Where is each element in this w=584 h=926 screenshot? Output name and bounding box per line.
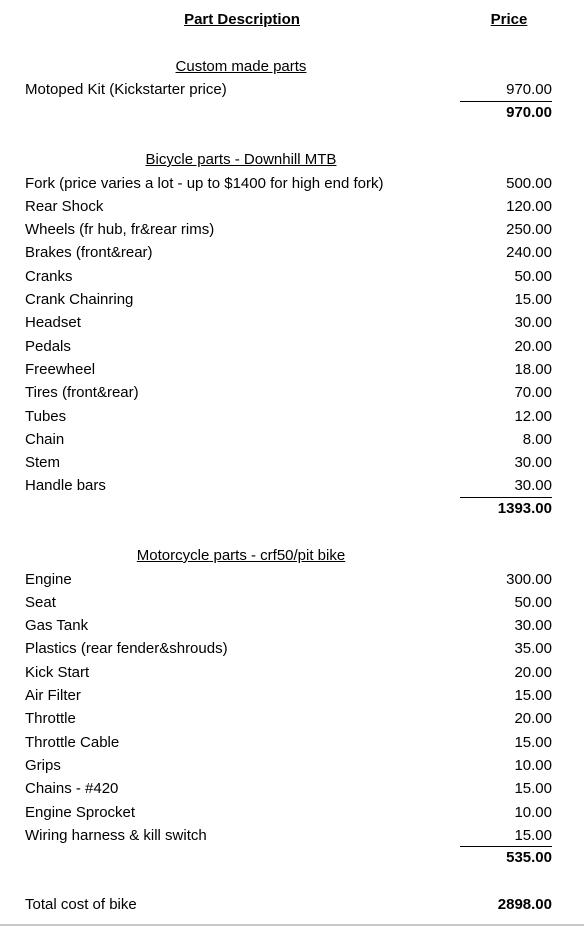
subtotal-rule [460,497,552,498]
subtotal-motorcycle: 535.00 [506,849,552,866]
part-name: Rear Shock [25,197,104,215]
total-label: Total cost of bike [25,896,137,913]
table-row [0,708,584,731]
table-row [0,732,584,755]
part-name: Grips [25,756,61,774]
table-row [0,452,584,475]
part-name: Tires (front&rear) [25,384,139,402]
part-name: Chain [25,430,65,448]
part-price: 50.00 [514,593,552,611]
part-price: 20.00 [514,337,552,355]
part-price: 15.00 [514,780,552,798]
part-price: 50.00 [514,267,552,285]
part-price: 18.00 [514,360,552,378]
part-name: Throttle [25,710,76,728]
part-name: Engine Sprocket [25,803,136,821]
table-row [0,429,584,452]
part-name: Cranks [25,267,73,285]
part-name: Wheels (fr hub, fr&rear rims) [25,221,215,239]
part-price: 250.00 [506,221,552,239]
part-price: 15.00 [514,291,552,308]
part-description-header: Part Description [184,11,300,28]
part-name: Pedals [25,337,71,355]
table-row [0,569,584,592]
table-row [0,173,584,196]
part-price: 12.00 [514,407,552,425]
table-row [0,615,584,638]
part-name: Tubes [25,407,67,425]
table-row [0,778,584,801]
part-name: Throttle Cable [25,733,120,751]
table-row [0,359,584,382]
part-price: 20.00 [514,663,552,681]
part-price: 30.00 [514,314,552,332]
table-row [0,662,584,685]
part-name: Headset [25,314,81,332]
part-name: Stem [25,454,61,472]
subtotal-rule [460,101,552,102]
table-row [0,475,584,498]
part-price: 500.00 [506,174,552,192]
part-price: 70.00 [514,384,552,402]
table-row [0,266,584,289]
table-row [0,825,584,848]
part-price: 15.00 [514,687,552,704]
table-row [0,802,584,825]
table-row [0,685,584,708]
part-price: 10.00 [514,756,552,774]
part-price: 15.00 [514,826,552,844]
part-name: Plastics (rear fender&shrouds) [25,640,228,658]
table-row [0,592,584,615]
part-name: Kick Start [25,663,90,681]
total-value: 2898.00 [497,896,552,913]
subtotal-rule [460,846,552,847]
table-row [0,382,584,405]
part-price: 15.00 [514,733,552,751]
part-name: Chains - #420 [25,780,119,798]
part-price: 10.00 [514,803,552,821]
part-name: Seat [25,593,56,611]
part-name: Crank Chainring [25,291,134,308]
part-price: 30.00 [514,477,552,495]
table-row [0,312,584,335]
part-name: Handle bars [25,477,106,495]
subtotal-custom: 970.00 [506,104,552,121]
part-price: 120.00 [506,197,552,215]
part-name: Wiring harness & kill switch [25,826,207,844]
part-name: Motoped Kit (Kickstarter price) [25,81,227,98]
table-row [0,242,584,265]
part-name: Brakes (front&rear) [25,244,153,262]
table-row [0,755,584,778]
table-row [0,289,584,312]
table-row [0,336,584,359]
section-title-bicycle: Bicycle parts - Downhill MTB [145,151,337,168]
table-row [0,219,584,242]
section-title-motorcycle: Motorcycle parts - crf50/pit bike [136,547,346,564]
part-price: 300.00 [506,570,552,588]
part-name: Freewheel [25,360,96,378]
table-row [0,79,584,102]
price-header: Price [490,11,528,28]
part-name: Engine [25,570,72,588]
part-price: 30.00 [514,617,552,635]
part-price: 8.00 [522,430,552,448]
part-price: 20.00 [514,710,552,728]
part-name: Gas Tank [25,617,89,635]
table-row [0,638,584,661]
part-price: 30.00 [514,454,552,472]
section-title-custom: Custom made parts [175,58,307,75]
part-price: 970.00 [506,81,552,98]
table-row [0,406,584,429]
part-name: Fork (price varies a lot - up to $1400 for high end fork) [25,174,384,192]
part-name: Air Filter [25,687,81,704]
table-row [0,196,584,219]
subtotal-bicycle: 1393.00 [497,500,552,517]
part-price: 240.00 [506,244,552,262]
part-price: 35.00 [514,640,552,658]
